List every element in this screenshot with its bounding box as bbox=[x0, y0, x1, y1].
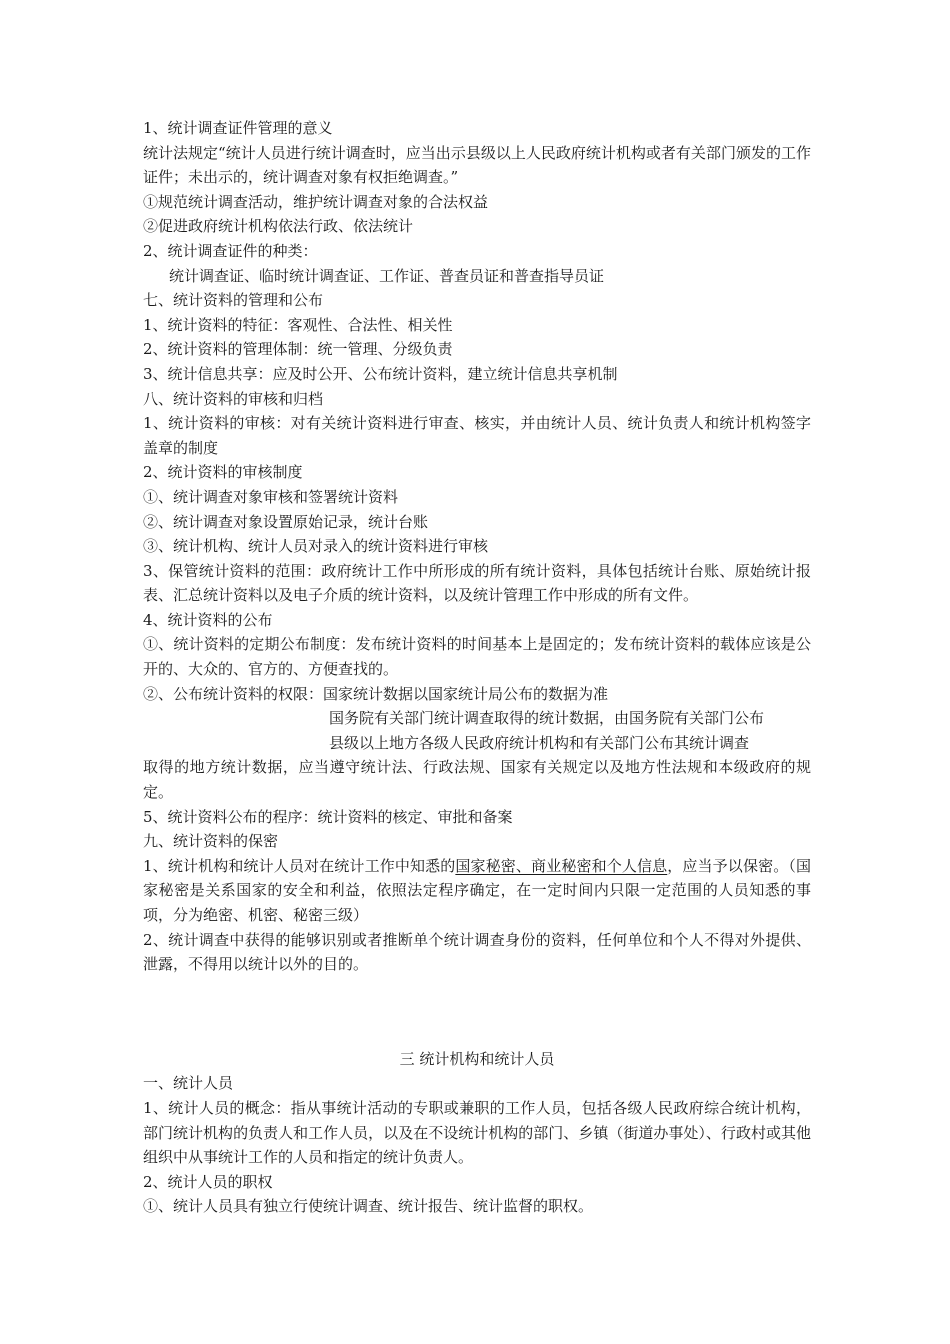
text-line: 国务院有关部门统计调查取得的统计数据，由国务院有关部门公布 bbox=[329, 709, 765, 728]
text-line: ②、公布统计资料的权限：国家统计数据以国家统计局公布的数据为准 bbox=[143, 684, 609, 703]
section-heading: 九、统计资料的保密 bbox=[143, 832, 279, 851]
text-line: 3、统计信息共享：应及时公开、公布统计资料，建立统计信息共享机制 bbox=[143, 364, 618, 383]
text-line: 统计法规定“统计人员进行统计调查时，应当出示县级以上人民政府统计机构或者有关部门颁发的工作证件；未出示的，统计调查对象有权拒绝调查。” bbox=[143, 143, 811, 187]
chapter-title: 三 统计机构和统计人员 bbox=[399, 1049, 555, 1068]
text-line: 2、统计资料的管理体制：统一管理、分级负责 bbox=[143, 340, 453, 359]
text-line bbox=[143, 854, 811, 928]
spacer bbox=[143, 977, 811, 1047]
section-heading: 七、统计资料的管理和公布 bbox=[143, 291, 324, 310]
section-heading: 一、统计人员 bbox=[143, 1074, 234, 1093]
text-line: 5、统计资料公布的程序：统计资料的核定、审批和备案 bbox=[143, 807, 513, 826]
text-line: 2、统计资料的审核制度 bbox=[143, 463, 303, 482]
text-line: ①、统计调查对象审核和签署统计资料 bbox=[143, 487, 399, 506]
document-page bbox=[143, 116, 811, 1219]
text-line: ②促进政府统计机构依法行政、依法统计 bbox=[143, 217, 414, 236]
text-line: 2、统计人员的职权 bbox=[143, 1172, 273, 1191]
text-line: 1、统计资料的审核：对有关统计资料进行审查、核实，并由统计人员、统计负责人和统计机构签字盖章的制度 bbox=[143, 414, 811, 457]
text-line: 2、统计调查中获得的能够识别或者推断单个统计调查身份的资料，任何单位和个人不得对外提供、泄露，不得用以统计以外的目的。 bbox=[143, 930, 811, 974]
text-line: ①、统计资料的定期公布制度：发布统计资料的时间基本上是固定的；发布统计资料的载体应该是公开的、大众的、官方的、方便查找的。 bbox=[143, 635, 811, 679]
text-line: 1、统计资料的特征：客观性、合法性、相关性 bbox=[143, 315, 453, 334]
text-line: 取得的地方统计数据，应当遵守统计法、行政法规、国家有关规定以及地方性法规和本级政府的规定。 bbox=[143, 758, 811, 802]
text-line: 4、统计资料的公布 bbox=[143, 610, 273, 629]
text-segment: ，应当予以保密。（国家秘密是关系国家的安全和利益，依照法定程序确定，在一定时间内只限一定范围的人员知悉的事项，分为绝密、机密、秘密三级） bbox=[143, 856, 811, 924]
text-line: ①、统计人员具有独立行使统计调查、统计报告、统计监督的职权。 bbox=[143, 1197, 594, 1216]
text-line: 1、统计人员的概念：指从事统计活动的专职或兼职的工作人员，包括各级人民政府综合统计机构，部门统计机构的负责人和工作人员，以及在不设统计机构的部门、乡镇（街道办事处）、行政村或其他组织中从事统计工作的人员和指定的统计负责人。 bbox=[143, 1098, 811, 1167]
section-heading: 八、统计资料的审核和归档 bbox=[143, 389, 324, 408]
text-line: 县级以上地方各级人民政府统计机构和有关部门公布其统计调查 bbox=[329, 733, 750, 752]
text-line: 1、统计调查证件管理的意义 bbox=[143, 119, 333, 137]
text-line: 统计调查证、临时统计调查证、工作证、普查员证和普查指导员证 bbox=[169, 266, 605, 285]
text-line: ③、统计机构、统计人员对录入的统计资料进行审核 bbox=[143, 537, 489, 556]
text-line: 3、保管统计资料的范围：政府统计工作中所形成的所有统计资料，具体包括统计台账、原始统计报表、汇总统计资料以及电子介质的统计资料，以及统计管理工作中形成的所有文件。 bbox=[143, 561, 811, 605]
text-line: 2、统计调查证件的种类： bbox=[143, 241, 318, 260]
text-line: ①规范统计调查活动，维护统计调查对象的合法权益 bbox=[143, 192, 489, 211]
text-line: ②、统计调查对象设置原始记录，统计台账 bbox=[143, 512, 429, 531]
text-segment: 1、统计机构和统计人员对在统计工作中知悉的 bbox=[143, 856, 456, 875]
underlined-phrase: 国家秘密、商业秘密和个人信息 bbox=[455, 856, 668, 875]
